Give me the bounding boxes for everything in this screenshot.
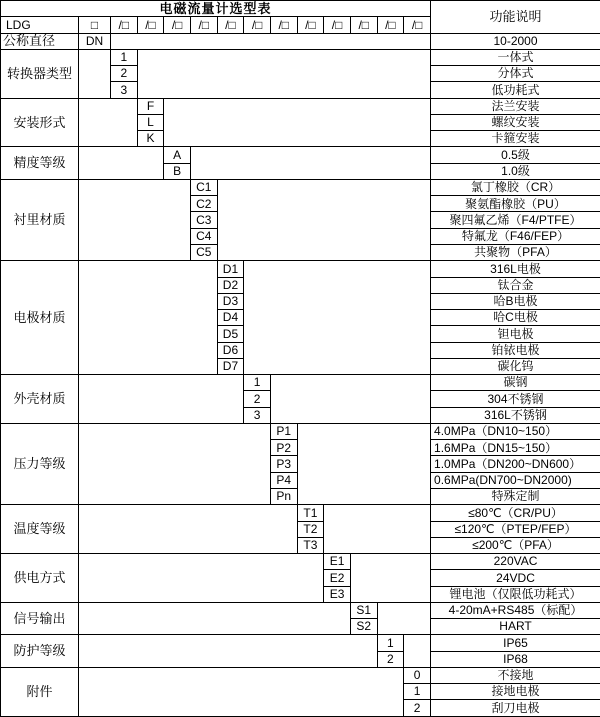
option-description-cell: 24VDC — [431, 570, 600, 586]
option-description-cell: ≤200℃（PFA） — [431, 537, 600, 553]
option-code-cell: P4 — [270, 472, 297, 488]
option-description-cell: 碳钢 — [431, 375, 600, 391]
option-code-cell: D7 — [217, 358, 244, 374]
empty-span-cell — [79, 98, 138, 147]
empty-span-cell — [79, 635, 378, 668]
model-code-slot: /□ — [297, 17, 324, 33]
option-code-cell: 2 — [111, 66, 138, 82]
empty-span-cell — [270, 375, 430, 424]
option-description-cell: ≤80℃（CR/PU） — [431, 505, 600, 521]
option-description-cell: 螺纹安装 — [431, 114, 600, 130]
option-code-cell: B — [164, 163, 191, 179]
category-label: 转换器类型 — [1, 49, 79, 98]
empty-span-cell — [79, 602, 351, 635]
option-description-cell: 接地电极 — [431, 684, 600, 700]
option-code-cell: P3 — [270, 456, 297, 472]
option-code-cell: 1 — [244, 375, 271, 391]
option-description-cell: 碳化钨 — [431, 358, 600, 374]
category-label: 精度等级 — [1, 147, 79, 180]
option-description-cell: 0.6MPa(DN700~DN2000) — [431, 472, 600, 488]
option-description-cell: 316L电极 — [431, 261, 600, 277]
category-label: 信号输出 — [1, 602, 79, 635]
model-code-slot: /□ — [350, 17, 377, 33]
option-code-cell: Pn — [270, 488, 297, 504]
option-code-cell: C1 — [190, 179, 217, 195]
category-label: 外壳材质 — [1, 375, 79, 424]
option-code-cell: C3 — [190, 212, 217, 228]
option-code-cell: C2 — [190, 196, 217, 212]
option-description-cell: 一体式 — [431, 49, 600, 65]
empty-span-cell — [79, 261, 218, 375]
empty-span-cell — [79, 375, 244, 424]
option-code-cell: F — [137, 98, 164, 114]
model-code-slot: /□ — [377, 17, 404, 33]
option-code-cell: A — [164, 147, 191, 163]
empty-span-cell — [111, 33, 431, 49]
option-description-cell: 共聚物（PFA） — [431, 244, 600, 260]
option-code-cell: 1 — [377, 635, 404, 651]
category-label: 衬里材质 — [1, 179, 79, 260]
option-description-cell: 4.0MPa（DN10~150） — [431, 423, 600, 439]
option-description-cell: 1.0MPa（DN200~DN600） — [431, 456, 600, 472]
option-description-cell: IP65 — [431, 635, 600, 651]
option-description-cell: ≤120℃（PTEP/FEP） — [431, 521, 600, 537]
option-description-cell: 钽电极 — [431, 326, 600, 342]
option-description-cell: 特氟龙（F46/FEP） — [431, 228, 600, 244]
empty-span-cell — [79, 554, 324, 603]
option-description-cell: IP68 — [431, 651, 600, 667]
option-code-cell: 3 — [244, 407, 271, 423]
empty-span-cell — [324, 505, 431, 554]
option-description-cell: 聚四氟乙烯（F4/PTFE） — [431, 212, 600, 228]
option-description-cell: 哈B电极 — [431, 293, 600, 309]
option-code-cell: DN — [79, 33, 111, 49]
model-code-slot: /□ — [244, 17, 271, 33]
option-description-cell: 316L不锈钢 — [431, 407, 600, 423]
option-code-cell: L — [137, 114, 164, 130]
option-code-cell: E2 — [324, 570, 351, 586]
option-code-cell: P2 — [270, 440, 297, 456]
empty-span-cell — [79, 179, 191, 260]
option-description-cell: 氯丁橡胶（CR） — [431, 179, 600, 195]
category-label: 附件 — [1, 667, 79, 716]
option-code-cell: 0 — [404, 667, 431, 683]
option-code-cell: K — [137, 131, 164, 147]
model-code-slot: /□ — [111, 17, 138, 33]
empty-span-cell — [404, 635, 431, 668]
empty-span-cell — [190, 147, 430, 180]
model-code-slot: □ — [79, 17, 111, 33]
empty-span-cell — [377, 602, 430, 635]
option-description-cell: 1.6MPa（DN15~150） — [431, 440, 600, 456]
option-code-cell: D5 — [217, 326, 244, 342]
empty-span-cell — [350, 554, 430, 603]
option-description-cell: HART — [431, 619, 600, 635]
option-description-cell: 锂电池（仅限低功耗式） — [431, 586, 600, 602]
option-code-cell: T1 — [297, 505, 324, 521]
option-code-cell: 2 — [244, 391, 271, 407]
empty-span-cell — [164, 98, 431, 147]
table-title: 电磁流量计选型表 — [1, 1, 431, 17]
category-label: 供电方式 — [1, 554, 79, 603]
empty-span-cell — [79, 667, 404, 716]
model-code-slot: /□ — [324, 17, 351, 33]
option-code-cell: 1 — [404, 684, 431, 700]
option-description-cell: 低功耗式 — [431, 82, 600, 98]
option-code-cell: 2 — [404, 700, 431, 716]
option-code-cell: C5 — [190, 244, 217, 260]
option-code-cell: S2 — [350, 619, 377, 635]
category-label: 压力等级 — [1, 423, 79, 504]
model-code-slot: /□ — [164, 17, 191, 33]
option-description-cell: 聚氨酯橡胶（PU） — [431, 196, 600, 212]
option-description-cell: 不接地 — [431, 667, 600, 683]
option-code-cell: D6 — [217, 342, 244, 358]
model-code-slot: /□ — [217, 17, 244, 33]
empty-span-cell — [217, 179, 430, 260]
category-label: 公称直径 — [1, 33, 79, 49]
option-code-cell: E1 — [324, 554, 351, 570]
option-description-cell: 304不锈钢 — [431, 391, 600, 407]
empty-span-cell — [79, 505, 298, 554]
category-label: 防护等级 — [1, 635, 79, 668]
option-description-cell: 特殊定制 — [431, 488, 600, 504]
empty-span-cell — [79, 49, 111, 98]
empty-span-cell — [137, 49, 430, 98]
option-code-cell: T3 — [297, 537, 324, 553]
option-description-cell: 1.0级 — [431, 163, 600, 179]
option-description-cell: 10-2000 — [431, 33, 600, 49]
option-code-cell: P1 — [270, 423, 297, 439]
option-description-cell: 哈C电极 — [431, 310, 600, 326]
option-code-cell: 1 — [111, 49, 138, 65]
empty-span-cell — [297, 423, 430, 504]
option-code-cell: S1 — [350, 602, 377, 618]
option-code-cell: D1 — [217, 261, 244, 277]
option-description-cell: 卡箍安装 — [431, 131, 600, 147]
option-description-cell: 0.5级 — [431, 147, 600, 163]
option-code-cell: 3 — [111, 82, 138, 98]
model-code-slot: /□ — [404, 17, 431, 33]
option-code-cell: D3 — [217, 293, 244, 309]
option-code-cell: D2 — [217, 277, 244, 293]
option-code-cell: D4 — [217, 310, 244, 326]
model-prefix: LDG — [1, 17, 79, 33]
category-label: 温度等级 — [1, 505, 79, 554]
option-description-cell: 法兰安装 — [431, 98, 600, 114]
model-code-slot: /□ — [190, 17, 217, 33]
empty-span-cell — [79, 423, 271, 504]
model-code-slot: /□ — [137, 17, 164, 33]
option-description-cell: 220VAC — [431, 554, 600, 570]
option-code-cell: 2 — [377, 651, 404, 667]
empty-span-cell — [79, 147, 164, 180]
option-description-cell: 铂铱电极 — [431, 342, 600, 358]
option-description-cell: 钛合金 — [431, 277, 600, 293]
category-label: 电极材质 — [1, 261, 79, 375]
model-code-slot: /□ — [270, 17, 297, 33]
option-code-cell: T2 — [297, 521, 324, 537]
option-code-cell: C4 — [190, 228, 217, 244]
option-description-cell: 分体式 — [431, 66, 600, 82]
empty-span-cell — [244, 261, 431, 375]
category-label: 安装形式 — [1, 98, 79, 147]
option-description-cell: 4-20mA+RS485（标配） — [431, 602, 600, 618]
option-description-cell: 刮刀电极 — [431, 700, 600, 716]
function-description-header: 功能说明 — [431, 1, 600, 34]
option-code-cell: E3 — [324, 586, 351, 602]
